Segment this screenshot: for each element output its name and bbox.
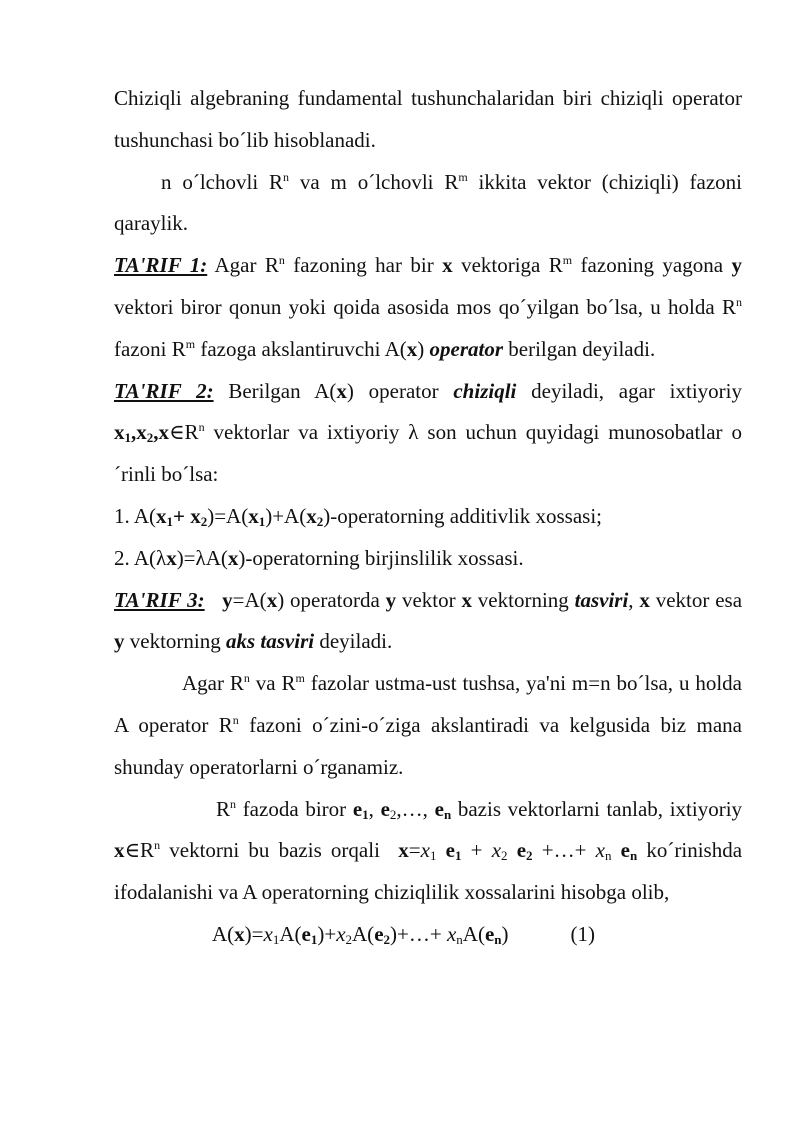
vector-symbol: x	[114, 838, 125, 863]
property-homogeneity	[114, 538, 742, 580]
text: +	[461, 838, 492, 863]
text: va R	[249, 671, 296, 696]
paragraph-basis	[114, 789, 742, 914]
superscript: n	[198, 420, 205, 435]
vector-symbol: e	[434, 796, 444, 821]
text: deyiladi.	[314, 629, 393, 654]
superscript: m	[295, 671, 305, 686]
text: =A(	[232, 587, 267, 612]
text: bazis vektorlarni tanlab, ixtiyoriy	[451, 796, 743, 821]
vector-symbol: x	[639, 587, 650, 612]
vector-symbol: x	[248, 503, 259, 528]
coordinate-symbol: x	[446, 921, 457, 946]
formula-1	[114, 914, 742, 956]
subscript: 1	[166, 513, 173, 529]
text: )=	[244, 921, 264, 946]
text: vektoriga R	[452, 253, 563, 278]
vector-symbol: x	[156, 503, 167, 528]
vector-symbol: x	[306, 503, 317, 528]
text: vektorning	[471, 587, 575, 612]
text: fazolar ustma-ust tushsa, ya'ni m=n bo´lsa, u holda A operator R	[114, 671, 742, 737]
text: A(	[462, 921, 485, 946]
subscript: 2	[501, 848, 508, 864]
text: ,	[131, 420, 137, 445]
text: fazoni o´zini-o´ziga akslantiradi va kelgusida biz mana shunday operatorlarni o´rganamiz.	[114, 712, 742, 779]
text: ∈R	[124, 838, 155, 863]
vector-symbol: x	[266, 587, 278, 612]
text: A(	[352, 921, 375, 946]
text: ) operatorda	[277, 587, 386, 612]
vector-symbol: e	[374, 921, 384, 946]
coordinate-symbol: x	[491, 838, 502, 863]
subscript: 2	[345, 931, 353, 947]
superscript: n	[736, 294, 742, 309]
text: vektorlar va ixtiyoriy λ son uchun quyidagi munosobatlar o´rinli bo´lsa:	[114, 420, 742, 487]
text: )=λA(	[176, 545, 228, 570]
vector-symbol: x	[158, 420, 169, 445]
text: vektor esa	[649, 587, 743, 612]
coordinate-symbol: x	[595, 838, 605, 863]
definition-label: TA'RIF 1:	[114, 253, 208, 278]
subscript: 1	[272, 931, 280, 947]
subscript: n	[604, 848, 612, 864]
text: Berilgan A(	[213, 378, 337, 403]
text: deyiladi, agar ixtiyoriy	[516, 378, 742, 403]
text: )=A(	[207, 503, 249, 528]
superscript: n	[278, 253, 285, 268]
vector-symbol: e	[352, 796, 363, 821]
coordinate-symbol: x	[263, 921, 273, 946]
vector-symbol: e	[620, 838, 630, 863]
subscript: 1	[124, 430, 131, 446]
text: )+	[317, 921, 337, 946]
text: ko´rinishda ifodalanishi va A operatorning chiziqlilik xossalarini hisobga olib,	[114, 838, 743, 905]
paragraph-same-space	[114, 663, 742, 788]
text: fazoni R	[114, 336, 186, 361]
subscript: 1	[310, 931, 318, 947]
vector-symbol: x	[442, 253, 453, 278]
subscript: n	[456, 931, 463, 947]
vector-symbol: y	[731, 253, 742, 278]
defined-term: tasviri	[574, 587, 629, 612]
subscript: n	[443, 806, 452, 822]
text: )-operatorning birjinslilik xossasi.	[238, 545, 524, 570]
text: va m o´lchovli R	[289, 169, 459, 194]
document-page	[114, 78, 742, 956]
subscript: 2	[526, 848, 533, 864]
text: fazoda biror	[236, 796, 353, 821]
subscript: 2	[389, 806, 397, 822]
text: Agar R	[182, 671, 244, 696]
vector-symbol: x	[166, 545, 177, 570]
text	[611, 838, 620, 862]
subscript: 1	[258, 513, 266, 529]
text: +…+	[532, 838, 596, 863]
subscript: 2	[146, 430, 154, 446]
equation-number: (1)	[570, 921, 596, 946]
definition-3	[114, 580, 742, 664]
superscript: m	[562, 253, 573, 268]
text: fazoning yagona	[572, 253, 732, 278]
subscript: 1	[362, 806, 369, 822]
definition-2	[114, 371, 742, 496]
text: =	[408, 838, 421, 863]
text	[508, 838, 517, 862]
superscript: n	[154, 838, 161, 853]
definition-label: TA'RIF 3:	[114, 587, 205, 612]
text: A(	[279, 921, 302, 946]
superscript: m	[458, 169, 468, 184]
text: Agar R	[207, 253, 279, 278]
text: vektorning	[124, 629, 226, 654]
paragraph-intro	[114, 78, 742, 162]
text: n o´lchovli R	[161, 169, 284, 194]
text: )	[501, 921, 509, 946]
vector-symbol: y	[385, 587, 397, 612]
text: ,…,	[396, 796, 435, 821]
subscript: 2	[316, 513, 324, 529]
vector-symbol: x	[406, 336, 418, 361]
subscript: 1	[454, 848, 462, 864]
vector-symbol: x	[114, 420, 125, 445]
superscript: m	[185, 336, 196, 351]
vector-symbol: e	[445, 838, 455, 863]
vector-symbol: x	[190, 503, 201, 528]
vector-symbol: x	[136, 420, 147, 445]
text: 1. A(	[114, 503, 156, 528]
coordinate-symbol: x	[420, 838, 430, 863]
text: ,	[368, 796, 381, 821]
vector-symbol: y	[114, 629, 125, 654]
text	[205, 588, 223, 612]
text	[436, 838, 445, 862]
text: vektor	[396, 587, 462, 612]
text: ,	[153, 420, 159, 445]
defined-term: aks tasviri	[225, 629, 315, 654]
coordinate-symbol: x	[336, 921, 346, 946]
defined-term: chiziqli	[453, 378, 517, 403]
vector-symbol: e	[484, 921, 495, 946]
text: )	[417, 336, 430, 361]
text: A(	[212, 921, 235, 946]
subscript: 2	[383, 931, 391, 947]
vector-symbol: y	[222, 587, 233, 612]
vector-symbol: e	[301, 921, 311, 946]
text: 2. A(λ	[114, 545, 167, 570]
defined-term: operator	[429, 336, 503, 361]
superscript: n	[283, 169, 290, 184]
definition-1	[114, 245, 742, 370]
subscript: 1	[429, 848, 437, 864]
text: vektori biror qonun yoki qoida asosida mos qo´yilgan bo´lsa, u holda R	[114, 294, 736, 319]
text: )+…+	[390, 921, 447, 946]
text: ,	[628, 587, 640, 612]
vector-symbol: x	[398, 838, 409, 863]
paragraph-spaces	[114, 162, 742, 246]
text: R	[216, 796, 231, 821]
text: Chiziqli algebraning fundamental tushunchalaridan biri chiziqli operator tushunchasi bo´lib hisoblanadi.	[114, 86, 742, 152]
text: ) operator	[346, 378, 454, 403]
text: berilgan deyiladi.	[503, 336, 656, 361]
superscript: n	[230, 796, 237, 811]
text: fazoga akslantiruvchi A(	[195, 336, 407, 361]
property-additivity	[114, 496, 742, 538]
subscript: 2	[200, 513, 208, 529]
text: vektorni bu bazis orqali	[160, 838, 399, 863]
vector-symbol: x	[227, 545, 239, 570]
vector-symbol: x	[461, 587, 472, 612]
vector-symbol: x	[234, 921, 245, 946]
vector-symbol: e	[516, 838, 527, 863]
text: ∈R	[169, 420, 199, 445]
subscript: n	[629, 848, 638, 864]
text: )+A(	[265, 503, 307, 528]
text: fazoning har bir	[284, 253, 443, 278]
text: +	[173, 503, 191, 528]
vector-symbol: e	[380, 796, 390, 821]
definition-label: TA'RIF 2:	[114, 378, 214, 403]
subscript: n	[494, 931, 502, 947]
vector-symbol: x	[336, 378, 347, 403]
text: )-operatorning additivlik xossasi;	[323, 503, 603, 528]
superscript: n	[232, 712, 239, 727]
superscript: n	[243, 671, 250, 686]
text: ikkita vektor (chiziqli) fazoni qaraylik.	[114, 169, 742, 236]
